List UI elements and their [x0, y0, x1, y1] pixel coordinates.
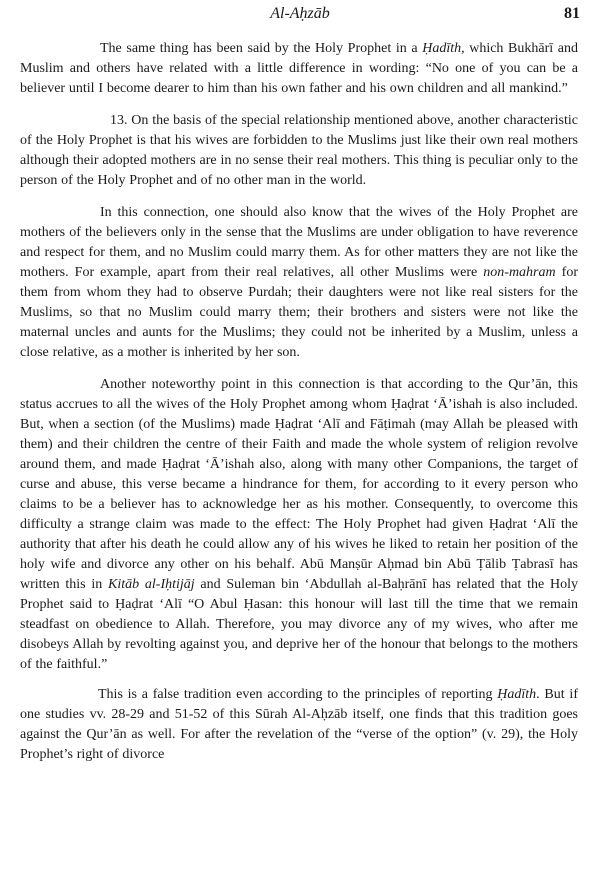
italic-term: Ḥadīth: [497, 687, 537, 702]
text-run: and Suleman bin ‘Abdullah al-Baḥrānī has related that the Holy Prophet said to Ḥaḍrat ‘Alī “O Abul Ḥasan: this honour will last till the time that we remain steadfast on obedience to Allah. Therefore, you may divorce any of my wives, who after me disobeys Allah by revolting against you, and deprive her of the honour that belongs to the mothers of the faithful.”: [20, 577, 578, 672]
running-title: Al-Aḥzāb: [270, 5, 330, 22]
italic-term: Kitāb al-Iḥtijāj: [108, 577, 195, 592]
text-run: , which Bukhārī and Muslim and others have related with a little difference in wording: “No one of you can be a believer until I become dearer to him than his own father and his own children and all mankind.”: [20, 41, 578, 96]
italic-term: Ḥadīth: [422, 41, 462, 56]
paragraph: [20, 39, 578, 99]
body-text: [20, 39, 578, 765]
text-run: 13. On the basis of the special relationship mentioned above, another characteristic of the Holy Prophet is that his wives are forbidden to the Muslims just like their own real mothers although their adopted mothers are in no sense their real mothers. This thing is peculiar only to the person of the Holy Prophet and of no other man in the world.: [20, 113, 578, 188]
paragraph: [20, 111, 578, 191]
text-run: Another noteworthy point in this connection is that according to the Qur’ān, this status accrues to all the wives of the Holy Prophet among whom Ḥaḍrat ‘Ā’ishah is also included. But, when a section (of the Muslims) made Ḥaḍrat ‘Alī and Fāṭimah (may Allah be pleased with them) and their children the centre of their Faith and made the whole system of religion revolve around them, and made Ḥaḍrat ‘Ā’ishah also, along with many other Companions, the target of curse and abuse, this verse became a hindrance for them, for according to it every person who claims to be a believer has to acknowledge her as his mother. Consequently, to overcome this difficulty a strange claim was made to the effect: The Holy Prophet had given Ḥaḍrat ‘Alī the authority that after his death he could allow any of his wives he liked to retain her position of the holy wife and divorce any other on his behalf. Abū Manṣūr Aḥmad bin Abū Ṭālib Ṭabrasī has written this in: [20, 377, 578, 592]
paragraph: [20, 203, 578, 363]
paragraph: [20, 375, 578, 675]
paragraph: [20, 685, 578, 765]
page-header: [20, 4, 580, 28]
text-run: for them from whom they had to observe Purdah; their daughters were not like real sisters for the Muslims, so that no Muslim could marry them; their brothers and sisters were not like the maternal uncles and aunts for the Muslims; they could not be inherited by a Muslim, unless a close relative, as a mother is inherited by her son.: [20, 265, 578, 360]
text-run: The same thing has been said by the Holy Prophet in a: [100, 41, 423, 56]
page-number: 81: [564, 5, 580, 22]
text-run: This is a false tradition even according to the principles of reporting: [98, 687, 498, 702]
text-run: In this connection, one should also know that the wives of the Holy Prophet are mothers of the believers only in the sense that the Muslims are under obligation to have reverence and respect for them, and no Muslim could marry them. As for other matters they are not like the mothers. For example, apart from their real relatives, all other Muslims were: [20, 205, 578, 280]
italic-term: non-mahram: [483, 265, 556, 280]
text-run: . But if one studies vv. 28-29 and 51-52 of this Sūrah Al-Aḥzāb itself, one finds that this tradition goes against the Qur’ān as well. For after the revelation of the “verse of the option” (v. 29), the Holy Prophet’s right of divorce: [20, 687, 578, 762]
